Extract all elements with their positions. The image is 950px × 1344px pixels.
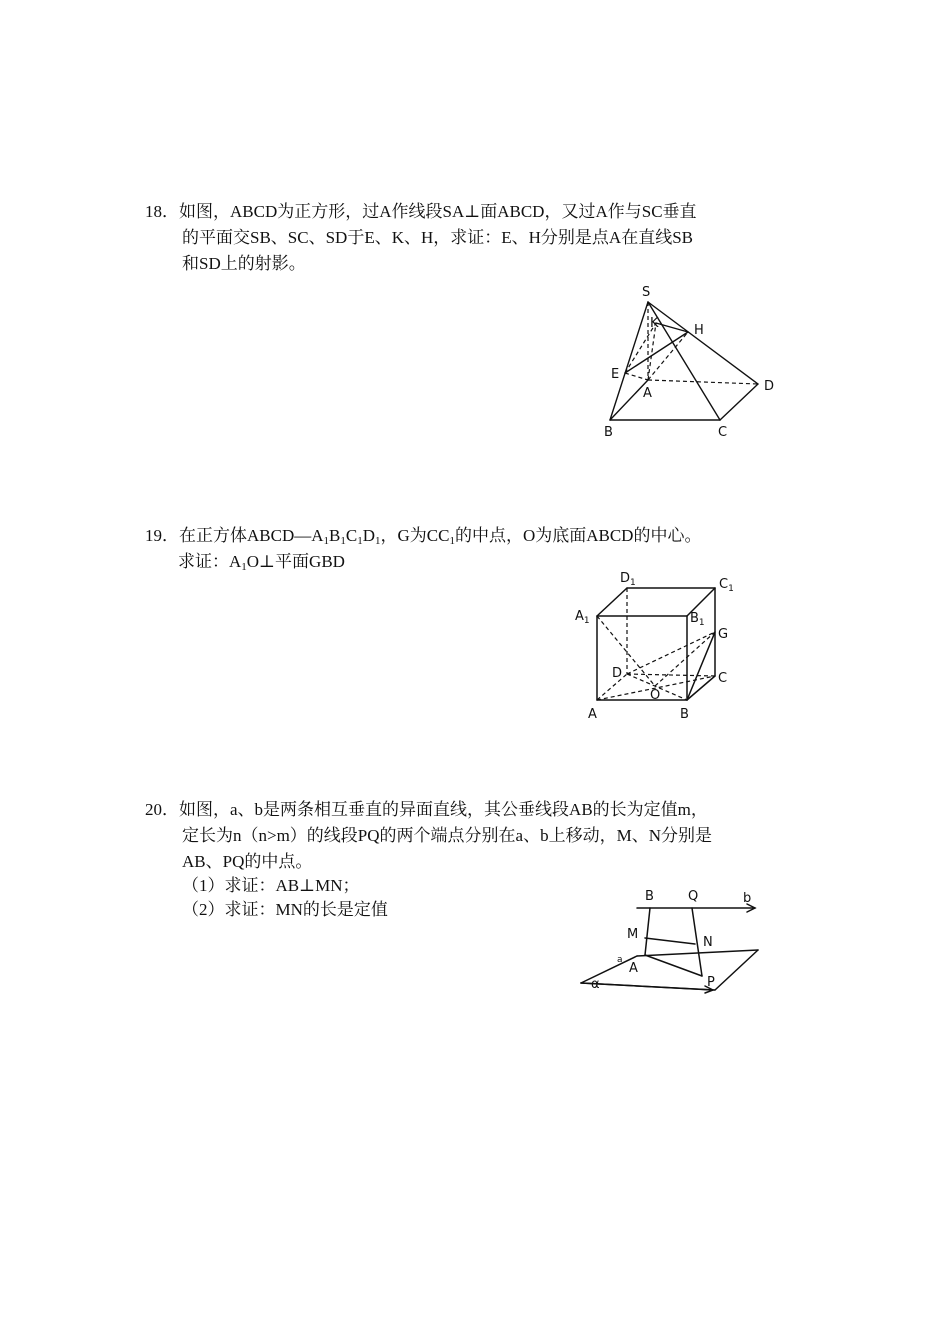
- cube-figure: [570, 568, 750, 737]
- subscript: 1: [241, 561, 247, 573]
- label-C: C: [718, 425, 728, 440]
- subscript: 1: [357, 535, 363, 547]
- label-Q: Q: [688, 889, 699, 904]
- label-D: D: [764, 379, 775, 394]
- label-A: A: [588, 707, 597, 722]
- problem-18-line-1: [145, 200, 697, 224]
- text-part: 在正方体ABCD—A: [179, 526, 324, 545]
- problem-20-line-2: 定长为n（n>m）的线段PQ的两个端点分别在a、b上移动，M、N分别是: [182, 826, 712, 845]
- text-part: 求证：A: [178, 552, 242, 571]
- subscript: 1: [323, 535, 330, 547]
- label-N: N: [703, 935, 713, 950]
- label-G: G: [718, 627, 729, 642]
- label-A: A: [643, 386, 652, 401]
- label-D1: $D_1$: [620, 571, 636, 588]
- label-a: a: [617, 955, 623, 965]
- label-C1: $C_1$: [719, 577, 734, 594]
- skew-lines-figure: [575, 880, 775, 1009]
- subscript: 1: [449, 535, 455, 547]
- pyramid-figure: [590, 280, 790, 454]
- text-part: D: [362, 526, 375, 545]
- label-B: B: [645, 889, 654, 904]
- label-alpha: α: [591, 977, 600, 992]
- problem-number: 19．: [145, 526, 179, 545]
- text-part: ，G为CC: [380, 526, 450, 545]
- label-B1: $B_1$: [690, 611, 705, 628]
- text-part: C: [345, 526, 358, 545]
- problem-20-sub-1: （1）求证：AB⊥MN；: [182, 876, 360, 895]
- label-D: D: [612, 666, 623, 681]
- label-M: M: [627, 927, 639, 942]
- label-S: S: [642, 285, 651, 300]
- label-A1: $A_1$: [575, 609, 590, 626]
- label-O: O: [650, 688, 661, 703]
- text-part: O⊥平面GBD: [246, 552, 345, 571]
- subscript: 1: [340, 535, 346, 547]
- label-K: K: [650, 316, 659, 331]
- problem-number: 20．: [145, 800, 179, 819]
- label-E: E: [611, 367, 620, 382]
- label-P: P: [707, 975, 715, 990]
- text-part: 的中点，O为底面ABCD的中心。: [454, 526, 702, 545]
- problem-20-sub-2: （2）求证：MN的长是定值: [182, 900, 388, 919]
- label-A: A: [629, 961, 638, 976]
- problem-text: 如图，ABCD为正方形，过A作线段SA⊥面ABCD，又过A作与SC垂直: [179, 202, 697, 221]
- problem-20-line-3: AB、PQ的中点。: [182, 852, 313, 871]
- label-H: H: [694, 323, 704, 338]
- problem-text: 如图，a、b是两条相互垂直的异面直线，其公垂线段AB的长为定值m，: [179, 800, 708, 819]
- problem-18-line-3: 和SD上的射影。: [182, 254, 306, 273]
- label-B: B: [680, 707, 689, 722]
- problem-18-line-2: 的平面交SB、SC、SD于E、K、H，求证：E、H分别是点A在直线SB: [182, 228, 693, 247]
- problem-20-line-1: [145, 798, 708, 822]
- problem-19-line-1: [145, 524, 701, 553]
- label-b: b: [743, 891, 752, 906]
- label-B: B: [604, 425, 613, 440]
- problem-19-line-2: [178, 550, 345, 579]
- text-part: B: [329, 526, 341, 545]
- subscript: 1: [374, 535, 381, 547]
- problem-number: 18．: [145, 202, 179, 221]
- label-C: C: [718, 671, 728, 686]
